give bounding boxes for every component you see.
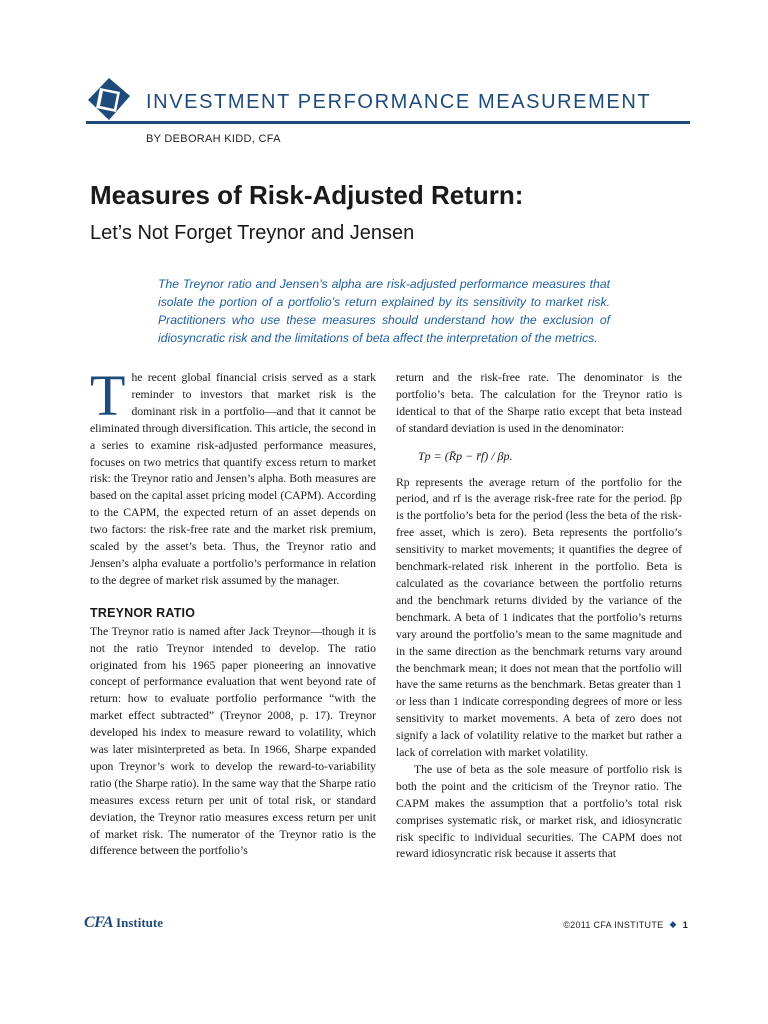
section-heading-treynor: TREYNOR RATIO bbox=[90, 605, 196, 620]
treynor-paragraph: The Treynor ratio is named after Jack Treynor—though it is not the ratio Treynor intended to develop. The ratio originated from his 1965 paper pioneering an innovative concept of performance evaluation that went beyond rate of return: how to evaluate portfolio performance “with the market effect subtracted” (Treynor 2008, p. 17). Treynor developed his index to measure reward to volatility, which was later misinterpreted as beta. In 1966, Sharpe expanded upon Treynor’s work to develop the reward-to-variability ratio (the Sharpe ratio). In the same way that the Sharpe ratio measures excess return per unit of total risk, or standard deviation, the Treynor ratio measures excess return per unit of market risk. The numerator of the Treynor ratio is the difference between the portfolio’s bbox=[90, 624, 376, 858]
byline: BY DEBORAH KIDD, CFA bbox=[146, 133, 281, 145]
dropcap: T bbox=[90, 363, 126, 428]
treynor-formula: Tp = (R̄p − r̄f) / βp. bbox=[418, 448, 513, 463]
right-paragraph-1: return and the risk-free rate. The denominator is the portfolio’s beta. The calculation for the Treynor ratio is identical to that of the Sharpe ratio except that beta instead of standard deviation is used in the denominator: bbox=[396, 371, 682, 435]
diamond-icon: ◆ bbox=[669, 919, 677, 929]
article-title: Measures of Risk-Adjusted Return: bbox=[90, 180, 524, 210]
article-subtitle: Let’s Not Forget Treynor and Jensen bbox=[90, 222, 415, 244]
header-rule bbox=[86, 121, 690, 124]
right-paragraph-2: Rp represents the average return of the portfolio for the period, and rf is the average risk-free rate for the period. βp is the portfolio’s beta for the period (less the beta of the risk-free asset, which is zero). Beta represents the portfolio’s sensitivity to market movements; it quantifies the degree of benchmark-related risk inherent in the portfolio. Beta is calculated as the covariance between the portfolio returns and the benchmark returns divided by the variance of the benchmark. A beta of 1 indicates that the portfolio’s returns vary around the portfolio’s mean to the same magnitude and in the same direction as the benchmark returns vary around the benchmark mean; it does not mean that the portfolio will have the same returns as the benchmark. Betas greater than 1 or less than 1 indicate corresponding degrees of more or less sensitivity to market movements. A beta of zero does not signify a lack of volatility relative to the market but rather a lack of correlation with market volatility. bbox=[396, 475, 682, 760]
series-title: INVESTMENT PERFORMANCE MEASUREMENT bbox=[146, 91, 652, 113]
intro-text: he recent global financial crisis served as a stark reminder to investors that market risk is the dominant risk in a portfolio—and that it cannot be eliminated through diversification. This article, the second in a series to examine risk-adjusted performance measures, focuses on two metrics that quantify excess return to market risk: the Treynor ratio and Jensen’s alpha. Both measures are based on the capital asset pricing model (CAPM). According to the CAPM, the expected return of an asset depends on two factors: the risk-free rate and the market risk premium, scaled by the asset’s beta. Thus, the Treynor ratio and Jensen’s alpha evaluate a portfolio’s performance in relation to the degree of market risk assumed by the manager. bbox=[90, 371, 376, 587]
footer-logo-institute: Institute bbox=[116, 915, 163, 930]
abstract: The Treynor ratio and Jensen’s alpha are risk-adjusted performance measures that isolate the portion of a portfolio’s return explained by its sensitivity to market risk. Practitioners who use these measures should understand how the exclusion of idiosyncratic risk and the limitations of beta affect the interpretation of the metrics. bbox=[158, 277, 610, 345]
copyright-text: ©2011 CFA INSTITUTE bbox=[563, 919, 664, 930]
right-column bbox=[396, 370, 682, 863]
footer-page-info bbox=[563, 919, 688, 930]
cfa-institute-logo bbox=[84, 914, 163, 932]
footer-logo-cfa: CFA bbox=[84, 914, 114, 931]
left-column bbox=[90, 363, 376, 860]
right-paragraph-3: The use of beta as the sole measure of portfolio risk is both the point and the criticism of the Treynor ratio. The CAPM makes the assumption that a portfolio’s total risk comprises systematic risk, or market risk, and idiosyncratic risk specific to individual securities. The CAPM does not reward idiosyncratic risk because it asserts that bbox=[396, 762, 682, 861]
intro-paragraph bbox=[90, 363, 376, 590]
cfa-cube-logo-icon bbox=[86, 76, 132, 122]
page-number: 1 bbox=[682, 919, 688, 930]
